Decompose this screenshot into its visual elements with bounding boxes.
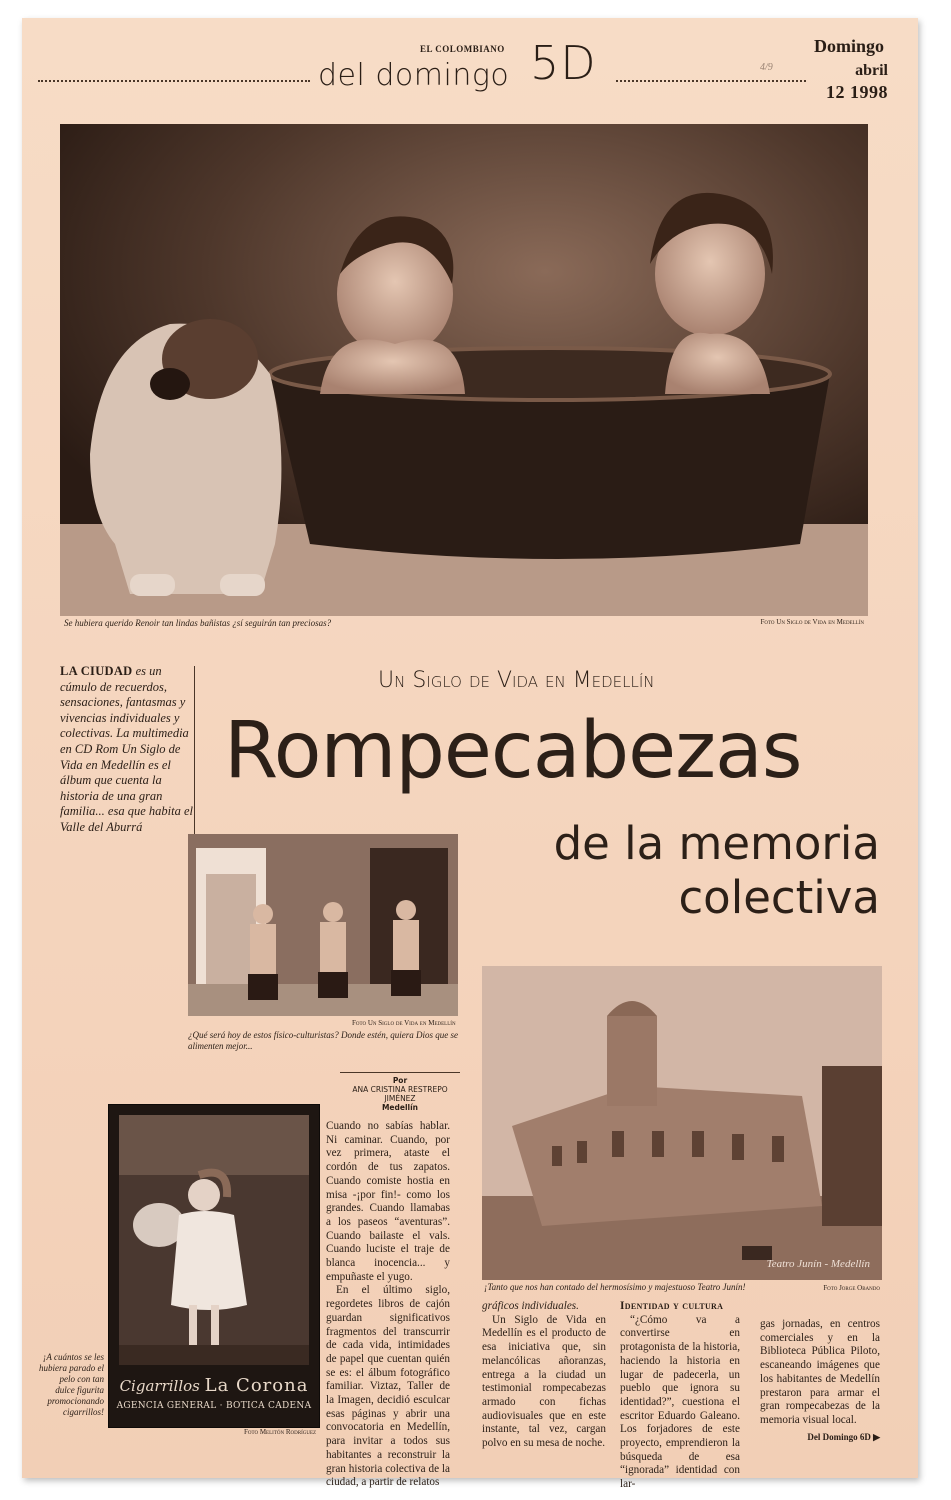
article-column-3	[620, 1300, 740, 1492]
sidebar-text: es un cúmulo de recuerdos, sensaciones, fantasmas y vivencias individuales y colectivas. La multimedia en CD Rom Un Siglo de Vida en Medellín es el álbum que cuenta la historia de una gran familia... esa que habita el Valle del Aburrá	[60, 664, 193, 834]
masthead-section-name: del domingo	[318, 58, 510, 93]
col1-paragraph-1: Cuando no sabías hablar. Ni caminar. Cuando, por vez primera, ataste el cordón de tus zapatos. Cuando comiste hostia en misa -¡por fin!- como los grandes. Cuando llamabas a los paseos “aventuras”. Cuando bailaste el vals. Cuando luciste el traje de blanca inocencia... y empuñaste el yugo.	[326, 1120, 450, 1283]
theater-photo-illustration	[482, 966, 882, 1280]
bath-photo-illustration	[60, 124, 868, 616]
cigar-card-photo	[108, 1104, 320, 1428]
col1-paragraph-2: En el último siglo, regordetes libros de cajón guardan significativos fragmentos del transcurrir de cada vida, intimidades de papel que cuentan quién se es: el álbum fotográfico familiar. Viztaz, Taller de la Imagen, decidió esculcar esas páginas y abrir una convocatoria en Medellín, para invitar a todos sus habitantes a reconstruir la gran historia colectiva de la ciudad, a partir de relatos	[326, 1284, 450, 1489]
top-photo-credit: Foto Un Siglo de Vida en Medellín	[760, 618, 864, 626]
date-number: 12 1998	[826, 82, 888, 102]
theater-photo-inscription: Teatro Junín - Medellín	[766, 1258, 870, 1270]
article-column-4	[760, 1318, 880, 1428]
cigar-card-credit: Foto Melitón Rodríguez	[244, 1428, 317, 1436]
masthead-dotted-rule-right	[616, 80, 806, 82]
byline-city: Medellín	[381, 1103, 419, 1112]
cigar-card-illustration	[109, 1115, 319, 1375]
col4-paragraph-1: gas jornadas, en centros comerciales y en la Biblioteca Pública Piloto, escaneando imágenes que los habitantes de Medellín prestaron para armar el gran rompecabezas de la memoria visual local.	[760, 1318, 880, 1426]
cigar-card-brand: Cigarrillos	[119, 1377, 200, 1395]
newspaper-page	[22, 18, 918, 1491]
theater-photo-caption: ¡Tanto que nos han contado del hermosísimo y majestuoso Teatro Junín!	[484, 1282, 746, 1292]
intro-sidebar	[60, 664, 194, 836]
article-column-2	[482, 1300, 606, 1451]
sidebar-lead: LA CIUDAD	[60, 664, 133, 678]
col2-paragraph-2: Un Siglo de Vida en Medellín es el producto de esa iniciativa que, sin melancólicas añoranzas, entrega a la ciudad un testimonial rompecabezas armado con fichas audiovisuales que en este instante, tal vez, cargan polvo en su mesa de noche.	[482, 1313, 606, 1450]
col3-subtitle: Identidad y cultura	[620, 1300, 724, 1312]
subhead-line-1: de la memoria	[553, 817, 880, 870]
date-month: abril	[855, 62, 888, 79]
headline: Rompecabezas	[224, 706, 802, 796]
cigar-card-subtitle: AGENCIA GENERAL · BOTICA CADENA	[116, 1401, 312, 1411]
byline	[340, 1076, 460, 1112]
athletes-photo-credit: Foto Un Siglo de Vida en Medellín	[352, 1019, 456, 1027]
theater-photo	[482, 966, 882, 1280]
top-photo-children-bath	[60, 124, 868, 616]
masthead-dotted-rule-left	[38, 80, 310, 82]
theater-photo-credit: Foto Jorge Obando	[823, 1284, 880, 1292]
top-photo-caption: Se hubiera querido Renoir tan lindas bañistas ¿sí seguirán tan preciosas?	[64, 618, 332, 628]
athletes-photo-illustration	[188, 834, 458, 1016]
pencil-note: 4/9	[760, 62, 773, 73]
athletes-photo	[188, 834, 458, 1016]
cigar-card-caption: ¡A cuántos se les hubiera parado el pelo con tan dulce figurita promocionando cigarrillos!	[39, 1352, 104, 1417]
date-day: Domingo	[813, 36, 884, 56]
continued-reference: Del Domingo 6D ▶	[807, 1432, 880, 1442]
byline-author: ANA CRISTINA RESTREPO JIMÉNEZ	[352, 1085, 448, 1103]
cigar-card-name: La Corona	[204, 1375, 309, 1396]
col2-paragraph-1: gráficos individuales.	[482, 1300, 579, 1312]
article-column-1	[326, 1120, 450, 1490]
kicker: Un Siglo de Vida en Medellín	[378, 668, 655, 693]
athletes-photo-caption: ¿Qué será hoy de estos físico-culturistas? Donde estén, quiera Dios que se alimenten mejor...	[188, 1030, 458, 1051]
masthead-brand: EL COLOMBIANO	[420, 44, 505, 54]
subhead-line-2: colectiva	[678, 871, 880, 924]
masthead-page-code: 5D	[530, 36, 597, 90]
col3-paragraph-1: “¿Cómo va a convertirse en protagonista de la historia, haciendo la historia en lugar de padecerla, un pueblo que ignora su identidad?”, cuestiona el escritor Eduardo Galeano. Los forjadores de este proyecto, emprendieron la búsqueda de esa “ignorada” identidad con lar-	[620, 1313, 740, 1491]
byline-rule	[340, 1072, 460, 1073]
byline-by: Por	[392, 1076, 408, 1085]
